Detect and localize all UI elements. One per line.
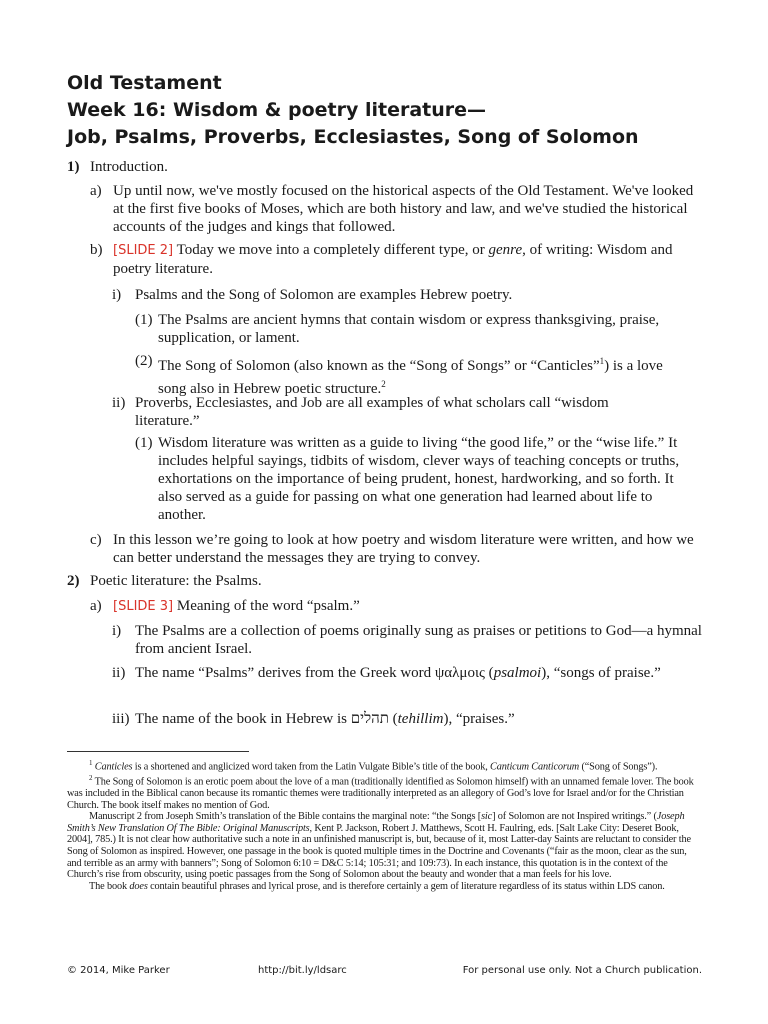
item-1b-ii-text: Proverbs, Ecclesiastes, and Job are all examples of what scholars call “wisdom literature.”	[135, 395, 609, 429]
title-line-2: Week 16: Wisdom & poetry literature—	[67, 99, 487, 121]
footnote-2-number: 2	[89, 774, 93, 783]
item-1b-ii-label: ii)	[112, 395, 126, 411]
item-2a-label: a)	[90, 598, 102, 614]
slide-marker-2: [SLIDE 3]	[113, 599, 174, 614]
item-1b-text-pre: Today we move into a completely different type, or	[173, 242, 489, 258]
item-1b-genre: genre	[488, 242, 523, 258]
item-1a	[90, 182, 702, 236]
item-1c-text: In this lesson we’re going to look at how poetry and wisdom literature were written, and how we can better understand the messages they are trying to convey.	[113, 532, 694, 566]
footnote-divider	[67, 751, 249, 752]
item-1b-text-post: , of writing: Wisdom and poetry literature.	[113, 242, 673, 277]
title-line-3: Job, Psalms, Proverbs, Ecclesiastes, Song of Solomon	[67, 126, 639, 148]
item-2a-text	[113, 597, 702, 616]
footnote-1-text2: (“Song of Songs”).	[579, 761, 658, 773]
footnote-2	[67, 773, 702, 811]
item-2a-ii-label: ii)	[112, 665, 126, 681]
footnote-1-ital2: Canticum Canticorum	[490, 761, 580, 773]
section-1-heading: Introduction.	[90, 159, 168, 175]
footnotes	[67, 758, 702, 892]
item-1b-ii	[112, 394, 672, 430]
item-1b-i-1-text: The Psalms are ancient hymns that contain wisdom or express thanksgiving, praise, supplication, or lament.	[158, 312, 660, 346]
footnote-1-ital: Canticles	[94, 761, 133, 773]
item-2a-iii-text-post: ), “praises.”	[443, 711, 515, 727]
footnote-2-p2-post: , Kent P. Jackson, Robert J. Matthews, Scott H. Faulring, eds. [Salt Lake City: Deseret Book, 2004], 785.) It is not clear how authoritative such a note in an unfinished manuscript is, but, because of it, most Latter-day Saints are reluctant to consider the Song of Solomon as inspired. However, one passage in the book is quoted multiple times in the Doctrine and Covenants (“fair as the moon, clear as the sun, and terrible as an army with banners”; Song of Solomon 6:10 = D&C 5:14; 105:31; and 109:73). In each instance, this quotation is in the context of the Church’s rise from obscurity, using poetic passages from the Song of Solomon about the beauty and wonder that a man feels for his love.	[67, 822, 691, 881]
item-2a-ii-text-pre: The name “Psalms” derives from the Greek word ψαλμοις (	[135, 665, 494, 681]
footnote-2-p2-pre: Manuscript 2 from Joseph Smith’s translation of the Bible contains the marginal note: “the Songs [	[89, 811, 482, 823]
footnote-2-p2-mid: ] of Solomon are not Inspired writings.” (	[492, 811, 657, 823]
item-1b-ii-1-label: (1)	[135, 435, 153, 451]
item-2a-ii-text-post: ), “songs of praise.”	[541, 665, 661, 681]
item-1b-i-1-label: (1)	[135, 312, 153, 328]
title-line-1: Old Testament	[67, 72, 222, 94]
footnote-2-p3-post: contain beautiful phrases and lyrical prose, and is therefore certainly a gem of literature regardless of its status within LDS canon.	[147, 880, 665, 892]
item-1b-label: b)	[90, 242, 103, 258]
footer-link[interactable]: http://bit.ly/ldsarc	[258, 965, 347, 976]
section-2	[67, 572, 707, 590]
item-1b-i	[112, 286, 702, 304]
footer-disclaimer: For personal use only. Not a Church publication.	[462, 965, 702, 976]
item-2a-ii	[112, 664, 677, 682]
item-1a-text: Up until now, we've mostly focused on the historical aspects of the Old Testament. We've looked at the first five books of Moses, which are both history and law, and we've studied the historical accounts of the judges and kings that followed.	[113, 183, 694, 235]
item-2a-iii-text-pre: The name of the book in Hebrew is תהלים (	[135, 711, 398, 727]
item-1a-label: a)	[90, 183, 102, 199]
footnote-ref-1[interactable]: 1	[599, 356, 605, 366]
footnote-1-number: 1	[89, 759, 93, 767]
footnote-2-p3-pre: The book	[89, 880, 130, 892]
item-1b-ii-1	[135, 434, 680, 524]
footnote-ref-2[interactable]: 2	[381, 379, 386, 389]
item-1b-i-1	[135, 311, 680, 347]
item-1c-label: c)	[90, 532, 102, 548]
page-title	[67, 70, 639, 151]
item-1b-i-label: i)	[112, 287, 122, 303]
item-2a-i-label: i)	[112, 623, 122, 639]
item-1b-i-2-text-pre: The Song of Solomon (also known as the “Song of Songs” or “Canticles”	[158, 358, 600, 374]
item-1b-text	[113, 241, 702, 278]
footnote-2-p2-ital: Joseph Smith’s New Translation Of The Bible: Original Manuscripts	[67, 811, 685, 834]
item-2a	[90, 597, 702, 616]
item-2a-iii-text	[135, 710, 702, 728]
item-2a-iii	[112, 710, 702, 728]
item-2a-iii-label: iii)	[112, 711, 130, 727]
item-1b-i-text: Psalms and the Song of Solomon are examples Hebrew poetry.	[135, 287, 513, 303]
footnote-1	[67, 758, 702, 773]
section-1-number: 1)	[67, 159, 80, 175]
item-2a-i	[112, 622, 702, 658]
item-1b-i-2	[135, 352, 680, 398]
footer-copyright: © 2014, Mike Parker	[67, 965, 170, 976]
item-1b-ii-1-text: Wisdom literature was written as a guide to living “the good life,” or the “wise life.” It includes helpful sayings, tidbits of wisdom, clever ways of teaching concepts or truths, exhortations on the importance of being prudent, honest, hardworking, and so forth. It also served as a guide for passing on what one generation had learned about life to another.	[158, 435, 680, 523]
item-1b-i-2-text-mid: ) is a love song also in Hebrew poetic structure.	[158, 358, 663, 397]
slide-marker: [SLIDE 2]	[113, 243, 174, 258]
footnote-2-para-2	[67, 811, 702, 881]
section-2-number: 2)	[67, 573, 80, 589]
section-2-heading: Poetic literature: the Psalms.	[90, 573, 262, 589]
footnote-2-text: The Song of Solomon is an erotic poem about the love of a man (traditionally identified as Solomon himself) with an unnamed female lover. The book was included in the Biblical canon because its romantic themes were traditionally interpreted as an allegory of God’s love for Israel and/or for the Christian Church. The book itself makes no mention of God.	[67, 776, 694, 811]
footnote-2-para-3	[67, 881, 702, 893]
item-2a-i-text: The Psalms are a collection of poems originally sung as praises or petitions to God—a hymnal from ancient Israel.	[135, 623, 702, 657]
item-2a-ii-text	[135, 664, 677, 682]
item-1c	[90, 531, 702, 567]
footnote-2-p2-sic: sic	[481, 811, 493, 823]
footnote-2-p3-ital: does	[129, 880, 148, 892]
section-1	[67, 158, 707, 176]
footnote-1-text: is a shortened and anglicized word taken from the Latin Vulgate Bible’s title of the book,	[132, 761, 491, 773]
item-2a-iii-ital: tehillim	[397, 711, 444, 727]
item-1b-i-2-label: (2)	[135, 353, 153, 369]
item-2a-ii-ital: psalmoi	[493, 665, 542, 681]
item-1b	[90, 241, 702, 278]
item-2a-text-body: Meaning of the word “psalm.”	[173, 598, 360, 614]
item-1b-i-2-text	[158, 352, 680, 398]
